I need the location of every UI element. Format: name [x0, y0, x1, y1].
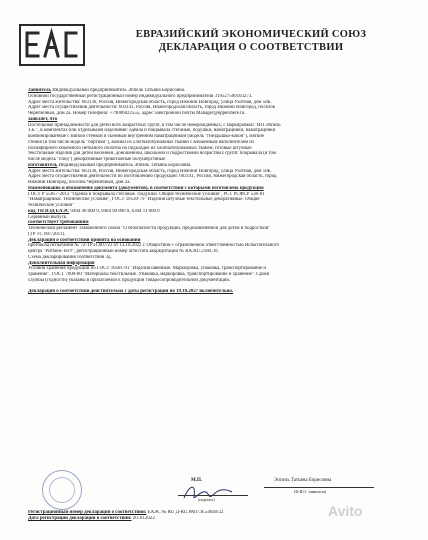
- section-label: изготовитель: [28, 162, 58, 168]
- section-text: Серийный выпуск.: [28, 214, 68, 220]
- avito-watermark: Avito: [328, 503, 363, 519]
- section-text: Постельные принадлежности для детей всех возрастных групп, в том числе новорожденных, с маркировкой "ИП Эппель: [28, 122, 281, 128]
- section-label: Декларация о соответствии действительна с даты регистрации по 19.10.2027 включительно.: [28, 289, 234, 295]
- stamp-place-label: М.П.: [191, 478, 203, 483]
- section-text: службы (годности) указаны в прилагаемой к продукции товаросопроводительной документации.: [28, 277, 231, 283]
- section-label: соответствует требованиям: [28, 220, 89, 226]
- section-text: ГОСТ Р 55857-2013 "Одеяла и покрывала стеганые. Подушки. Общие технические условия", РСТ РСФСР 536-81: [28, 191, 265, 197]
- section-label: Заявитель: [28, 88, 52, 93]
- handwritten-signature: [180, 480, 240, 506]
- section-text: (ТР ТС 007/2011).: [28, 231, 66, 237]
- eac-logo: [19, 24, 85, 66]
- section-text: Условия хранения продукции по ГОСТ 10581-91 "Изделия швейные. Маркировка, упаковка, транспортирование и: [28, 266, 267, 272]
- section-text: Нижний Новгород, поселок Черепичный, дом 2а.: [28, 180, 131, 185]
- section-text: технические условия": [28, 203, 74, 208]
- section-text: Т.Б.", в комплектах или отдельными изделиями: одеяла и покрывала стеганые, подушки, наматрацники, наматрацники: [28, 128, 276, 134]
- section-text: Схема декларирования соответствия 3д.: [28, 254, 112, 260]
- section-text: Индивидуальный предприниматель Эппель Татьяна Борисовна.: [57, 162, 192, 168]
- section-label: Декларация о соответствии принята на основании: [28, 237, 141, 243]
- section-text: Индивидуальный предприниматель Эппель Татьяна Борисовна.: [51, 88, 186, 93]
- signature-caption: (подпись): [198, 497, 215, 502]
- section-label: Наименование и обозначение документа (документов), в соответствии с которыми изготовлена продукция: [28, 185, 264, 191]
- document-title: ДЕКЛАРАЦИЯ О СООТВЕТСТВИИ: [158, 42, 344, 53]
- section-label: Дополнительная информация: [28, 260, 95, 266]
- section-text: центра "Ритмон-Тест", регистрационный номер аттестата аккредитации № RA.RU.21НС16: [28, 249, 218, 254]
- registration-number-label: Регистрационный номер декларации о соответствии:: [28, 510, 147, 515]
- registration-date: 20.10.2022: [131, 515, 155, 521]
- section-text: Адрес места жительства: 603136, Россия, Нижегородская область, город Нижний Новгород, улица Ухотная, дом 50Б.: [28, 99, 272, 105]
- section-text: 9404 40 000 9, 9404 90 800 0, 6304 11 000 0: [69, 208, 160, 214]
- section-text: комбинированные с мягкой стенкой и съемным внутренним наматрацником (модель "гнездышко-кокон"), мягкие: [28, 134, 264, 139]
- section-text: числе модель "плед") декоративные трикотажные полушерстяные: [28, 157, 166, 162]
- section-text: "Наматрацники. Технические условия", ГОСТ 10530-79 "Изделия штучные текстильные декоративные. Общие: [28, 197, 260, 203]
- seal-stamp: [42, 470, 82, 510]
- union-title: ЕВРАЗИЙСКИЙ ЭКОНОМИЧЕСКИЙ СОЮЗ: [135, 29, 367, 40]
- section-text: хранение", ГОСТ 7000-80 "Материалы текстильные. Упаковка, маркировка, транспортирование и хранение". Сроки: [28, 272, 270, 277]
- section-label: код ТН ВЭД ЕАЭС: [28, 208, 70, 214]
- section-text: стенки (в том числе модель "бортики"), валики из хлопчатобумажных тканей с вложенным наполнителем из: [28, 139, 254, 145]
- registration-number: ЕАЭС № RU Д-RU.РА07.В.54640/22: [146, 510, 224, 515]
- text-line: [28, 289, 410, 295]
- section-text: Адрес места осуществления деятельности по изготовлению продукции: 603141, Россия, Нижегородская область, город: [28, 174, 277, 180]
- signer-name: Эппель Татьяна Борисовна: [274, 478, 332, 483]
- declaration-body: [28, 88, 410, 295]
- section-text: протокола испытаний № 72-ТРТС007/22 от 13.10.2022 г. Обществом с ограниченной ответственностью Испытательного: [28, 243, 280, 249]
- section-text: Адрес места осуществления деятельности: 603141, Россия, Нижегородская область, город Нижний Новгород, поселок: [28, 105, 276, 111]
- document-header: [96, 28, 406, 54]
- signer-caption: (Ф.И.О. заявителя): [294, 489, 327, 494]
- section-label: заявляет, что: [28, 116, 58, 122]
- eac-mark-icon: [21, 26, 82, 63]
- section-text: Черепичный, дом 2а. Номер телефона: +79006022555, адрес электронной почты Manager@eppelshere.ru.: [28, 111, 246, 116]
- section-text: Технический регламент Таможенного союза "О безопасности продукции, предназначенной для детей и подростков": [28, 226, 271, 231]
- section-text: Основной государственный регистрационный номер индивидуального предпринимателя 319527500103273.: [28, 93, 253, 99]
- section-text: полиэфирного объемного нетканого полотна на подкладке из хлопчатобумажных тканей; готовые штучные: [28, 145, 252, 151]
- section-text: текстильные изделия для детей весенней, доношенной, школьной и подростковой возрастных групп: покрывала (в том: [28, 151, 276, 157]
- registration-date-label: Дата регистрации декларации о соответствии:: [28, 515, 132, 521]
- section-text: Адрес места жительства: 603136, Россия, Нижегородская область, город Нижний Новгород, улица Ухотная, дом 50Б.: [28, 168, 272, 174]
